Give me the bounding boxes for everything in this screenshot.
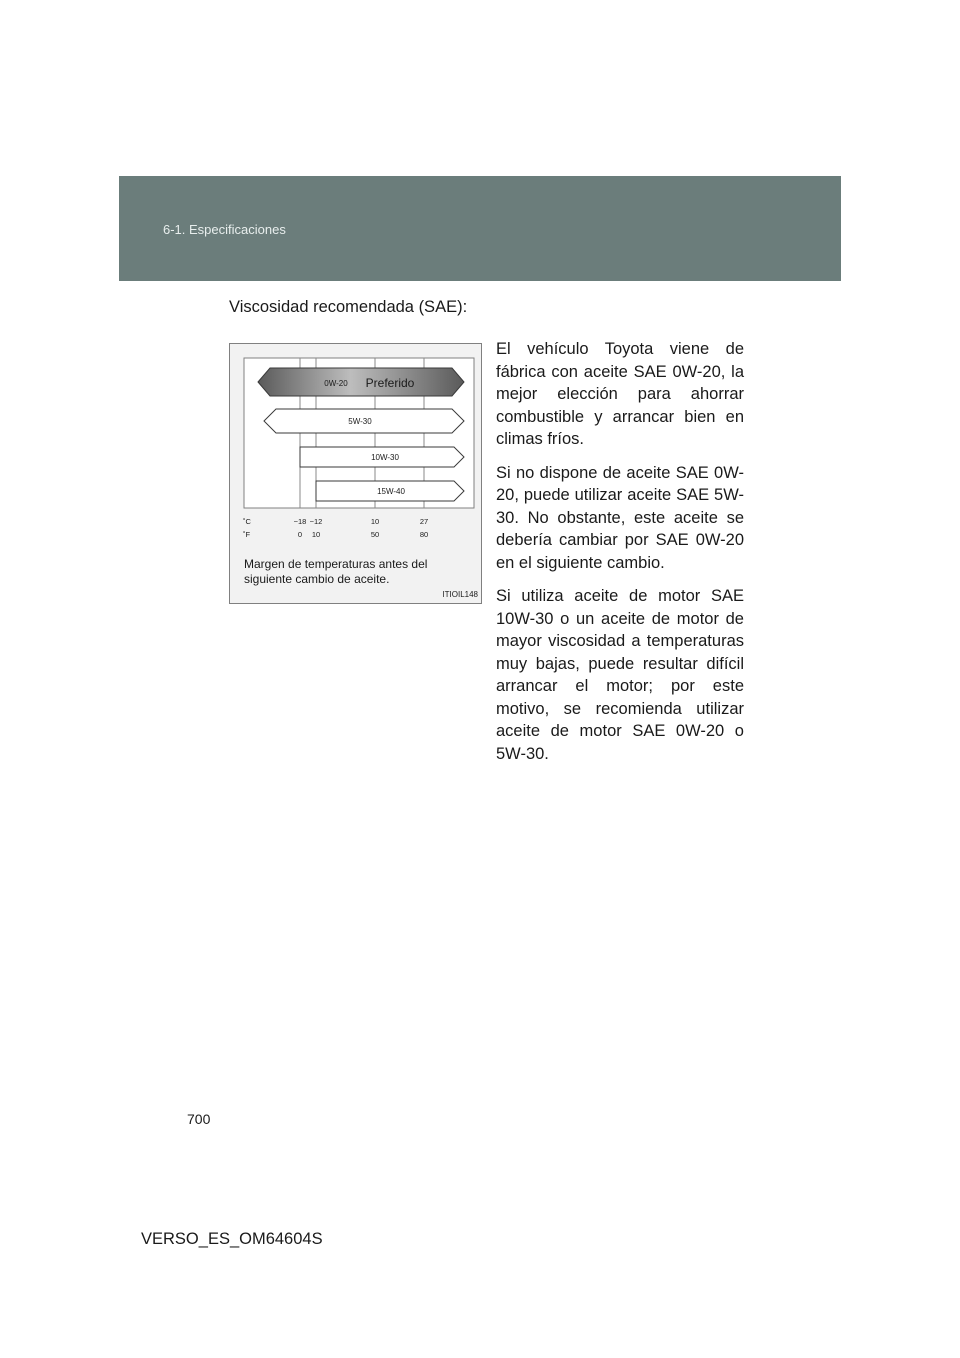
fahrenheit-tick: 80 [419,530,429,539]
subheading: Viscosidad recomendada (SAE): [229,298,468,316]
paragraph: Si utiliza aceite de motor SAE 10W-30 o un aceite de motor de mayor viscosidad a temperaturas muy bajas, puede resultar difícil arrancar el motor; por este motivo, se recomienda utilizar aceite de motor SAE 0W-20 o 5W-30. [496,587,744,763]
grade-0w20-label: 0W-20 [324,379,348,388]
fahrenheit-tick: 50 [370,530,380,539]
body-text [496,338,744,776]
fahrenheit-unit: ˚F [243,530,251,539]
oil-viscosity-figure [229,343,482,604]
grade-5w30-label: 5W-30 [348,417,372,426]
celsius-unit: ˚C [243,517,251,526]
grade-10w30-label: 10W-30 [371,453,399,462]
preferred-label: Preferido [365,376,415,390]
section-title: 6-1. Especificaciones [163,222,286,237]
celsius-tick: −12 [309,517,323,526]
header-band [119,176,841,281]
grade-15w40-label: 15W-40 [377,487,405,496]
figure-code: ITIOIL148 [442,590,478,599]
celsius-tick: 10 [370,517,380,526]
document-code: VERSO_ES_OM64604S [141,1230,323,1248]
grade-0w20-arrow [258,368,464,396]
paragraph: Si no dispone de aceite SAE 0W-20, puede utilizar aceite SAE 5W-30. No obstante, este aceite se debería cambiar por SAE 0W-20 en el siguiente cambio. [496,463,744,572]
paragraph: El vehículo Toyota viene de fábrica con aceite SAE 0W-20, la mejor elección para ahorrar combustible y arrancar bien en climas fríos. [496,340,744,448]
figure-caption: Margen de temperaturas antes del siguiente cambio de aceite. [244,557,428,586]
celsius-tick: 27 [419,517,429,526]
fahrenheit-tick: 10 [311,530,321,539]
fahrenheit-tick: 0 [297,530,303,539]
page-number: 700 [187,1111,211,1127]
celsius-tick: −18 [293,517,307,526]
